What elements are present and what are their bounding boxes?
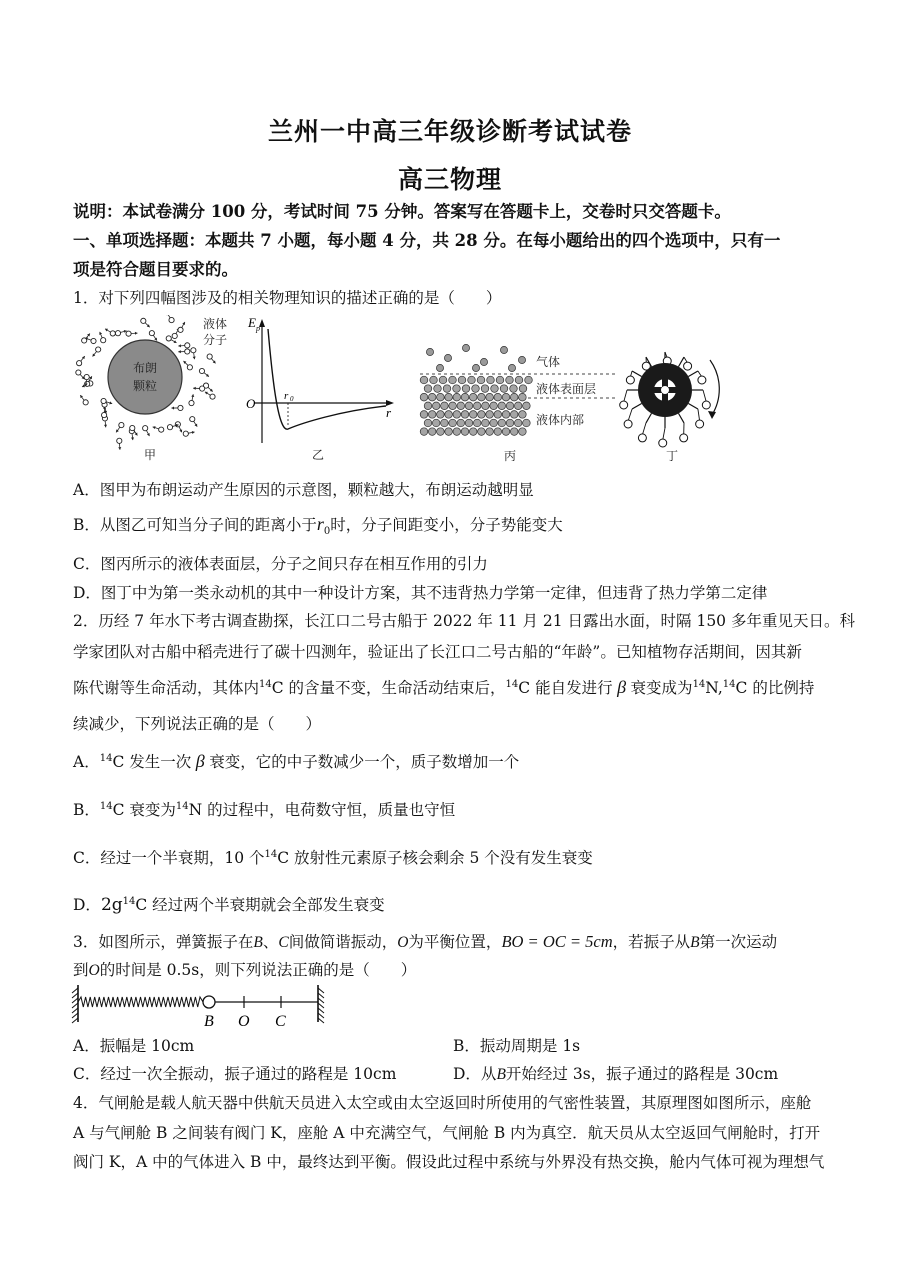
- q1-option-d: D．图丁中为第一类永动机的其中一种设计方案，其不违背热力学第一定律，但违背了热力学第二定律: [73, 584, 768, 602]
- surface-layer-label: 液体表面层: [536, 382, 597, 396]
- q1-option-c: C．图丙所示的液体表面层，分子之间只存在相互作用的引力: [73, 555, 488, 573]
- yi-y-axis-label: E: [248, 315, 256, 330]
- q4-line1: 4．气闸舱是载人航天器中供航天员进入太空或由太空返回时所使用的气密性装置，其原理图如图所示，座舱: [73, 1094, 812, 1112]
- yi-origin-label: O: [246, 396, 256, 411]
- q2-option-a: A．$^{14}$C 发生一次 β 衰变，它的中子数减少一个，质子数增加一个: [73, 751, 520, 771]
- q1-figure-bing: [418, 340, 628, 465]
- q1-figure-jia: [70, 315, 245, 465]
- section1-heading-line2: 项是符合题目要求的。: [73, 260, 238, 279]
- yi-r0-sub: 0: [290, 395, 294, 403]
- q3-option-d: D．从B开始经过 3s，振子通过的路程是 30cm: [453, 1065, 779, 1083]
- label-b: B: [204, 1013, 214, 1030]
- figure-caption-bing: 丙: [503, 449, 517, 463]
- gas-molecules: [426, 344, 525, 371]
- yi-r0-label: r: [284, 390, 289, 402]
- particle-label-2: 颗粒: [132, 379, 158, 393]
- yi-y-axis-sub: p: [256, 324, 260, 333]
- label-o: O: [238, 1013, 250, 1030]
- q3-option-b: B．振动周期是 1s: [453, 1037, 581, 1055]
- q1-figure-yi: [240, 315, 400, 465]
- q3-line2: 到O的时间是 0.5s，则下列说法正确的是（ ）: [73, 961, 417, 979]
- q3-line1: 3．如图所示，弹簧振子在B、C间做简谐振动，O为平衡位置，BO = OC = 5cm，若振子从B第一次运动: [73, 932, 778, 951]
- q3-option-c: C．经过一次全振动，振子通过的路程是 10cm: [73, 1065, 397, 1083]
- instructions: 说明：本试卷满分 100 分，考试时间 75 分钟。答案写在答题卡上，交卷时只交答题卡。: [73, 202, 731, 221]
- q3-option-a: A．振幅是 10cm: [73, 1037, 195, 1055]
- q1-figure-ding: [612, 345, 742, 465]
- liquid-molecule-label-2: 分子: [203, 333, 228, 347]
- q2-line3: 陈代谢等生命活动，其体内$^{14}$C 的含量不变，生命活动结束后，$^{14}$C 能自发进行 β 衰变成为$^{14}$N,$^{14}$C 的比例持: [73, 677, 815, 697]
- q2-option-c: C．经过一个半衰期，10 个$^{14}$C 放射性元素原子核会剩余 5 个没有发生衰变: [73, 848, 593, 867]
- gas-label: 气体: [536, 355, 561, 369]
- liquid-molecule-label-1: 液体: [203, 317, 228, 331]
- spring: [78, 997, 203, 1007]
- q2-line2: 学家团队对古船中稻壳进行了碳十四测年，验证出了长江口二号古船的“年龄”。已知植物存活期间，因其新: [73, 643, 802, 661]
- q2-option-d: D．$2g^{14}C$ 经过两个半衰期就会全部发生衰变: [73, 895, 385, 915]
- q4-line3: 阀门 K，A 中的气体进入 B 中，最终达到平衡。假设此过程中系统与外界没有热交换，舱内气体可视为理想气: [73, 1153, 825, 1171]
- exam-title: 兰州一中高三年级诊断考试试卷: [267, 117, 632, 146]
- q1-stem: 1．对下列四幅图涉及的相关物理知识的描述正确的是（ ）: [73, 289, 502, 307]
- q4-line2: A 与气闸舱 B 之间装有阀门 K，座舱 A 中充满空气，气闸舱 B 内为真空．航天员从太空返回气闸舱时，打开: [73, 1124, 821, 1142]
- label-c: C: [275, 1013, 286, 1030]
- q2-line4: 续减少，下列说法正确的是（ ）: [73, 715, 322, 733]
- figure-caption-jia: 甲: [143, 448, 157, 462]
- q1-option-b: B．从图乙可知当分子间的距离小于$r_0$时，分子间距变小，分子势能变大: [73, 514, 563, 538]
- figure-caption-ding: 丁: [665, 449, 679, 463]
- q3-spring-figure: [70, 982, 330, 1032]
- potential-energy-curve: [268, 329, 386, 429]
- particle-label-1: 布朗: [132, 361, 158, 375]
- q1-option-a: A．图甲为布朗运动产生原因的示意图，颗粒越大，布朗运动越明显: [73, 481, 534, 499]
- figure-caption-yi: 乙: [311, 448, 325, 462]
- section1-heading-line1: 一、单项选择题：本题共 7 小题，每小题 4 分，共 28 分。在每小题给出的四个选项中，只有一: [73, 231, 781, 250]
- q2-option-b: B．$^{14}$C 衰变为$^{14}$N 的过程中，电荷数守恒，质量也守恒: [73, 800, 456, 819]
- brownian-particle: [108, 340, 182, 414]
- liquid-molecules-bing: [420, 376, 532, 435]
- rotation-arrow: [710, 360, 719, 415]
- interior-label: 液体内部: [536, 413, 585, 427]
- yi-x-axis-label: r: [386, 405, 392, 420]
- q2-line1: 2．历经 7 年水下考古调查勘探，长江口二号古船于 2022 年 11 月 21 日露出水面，时隔 150 多年重见天日。科: [73, 612, 855, 630]
- oscillator-ball: [203, 996, 215, 1008]
- subject-title: 高三物理: [397, 165, 502, 194]
